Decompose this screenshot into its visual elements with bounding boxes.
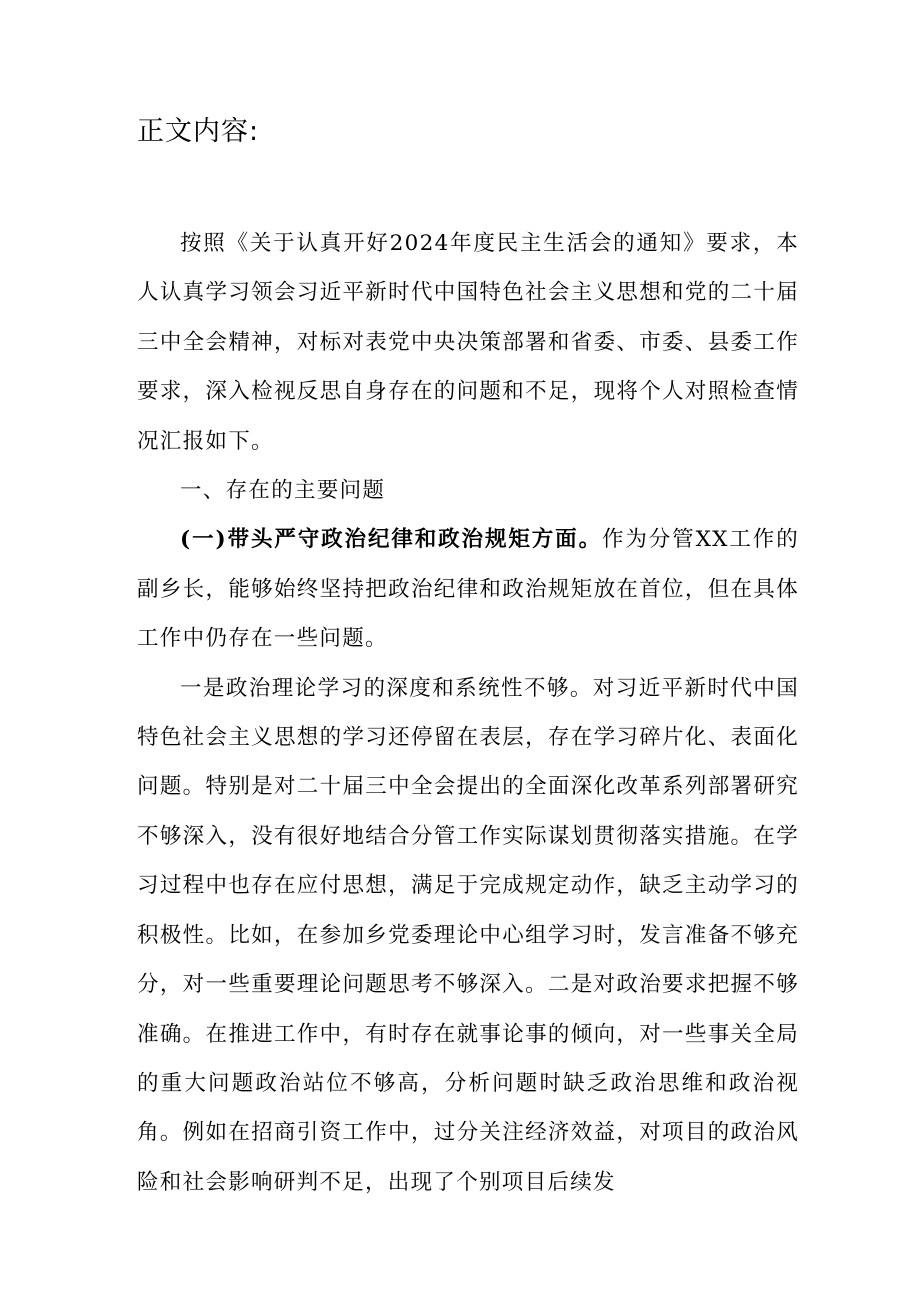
subsection-1-text: 作为分管XX工作的副乡长，能够始终坚持把政治纪律和政治规矩放在首位，但在具体工作中仍存在一些问题。	[137, 527, 799, 652]
document-body	[137, 219, 799, 1207]
intro-paragraph: 按照《关于认真开好2024年度民主生活会的通知》要求，本人认真学习领会习近平新时代中国特色社会主义思想和党的二十届三中全会精神，对标对表党中央决策部署和省委、市委、县委工作要求，深入检视反思自身存在的问题和不足，现将个人对照检查情况汇报如下。	[137, 231, 799, 454]
paragraph-3: 一是政治理论学习的深度和系统性不够。对习近平新时代中国特色社会主义思想的学习还停留在表层，存在学习碎片化、表面化问题。特别是对二十届三中全会提出的全面深化改革系列部署研究不够深入，没有很好地结合分管工作实际谋划贯彻落实措施。在学习过程中也存在应付思想，满足于完成规定动作，缺乏主动学习的积极性。比如，在参加乡党委理论中心组学习时，发言准备不够充分，对一些重要理论问题思考不够深入。二是对政治要求把握不够准确。在推进工作中，有时存在就事论事的倾向，对一些事关全局的重大问题政治站位不够高，分析问题时缺乏政治思维和政治视角。例如在招商引资工作中，过分关注经济效益，对项目的政治风险和社会影响研判不足，出现了个别项目后续发	[137, 675, 799, 1195]
subsection-1-paragraph	[137, 515, 799, 663]
page-heading: 正文内容:	[137, 116, 260, 147]
section-1-title: 一、存在的主要问题	[180, 478, 386, 504]
subsection-1-title: (一)带头严守政治纪律和政治规矩方面。	[180, 527, 602, 553]
